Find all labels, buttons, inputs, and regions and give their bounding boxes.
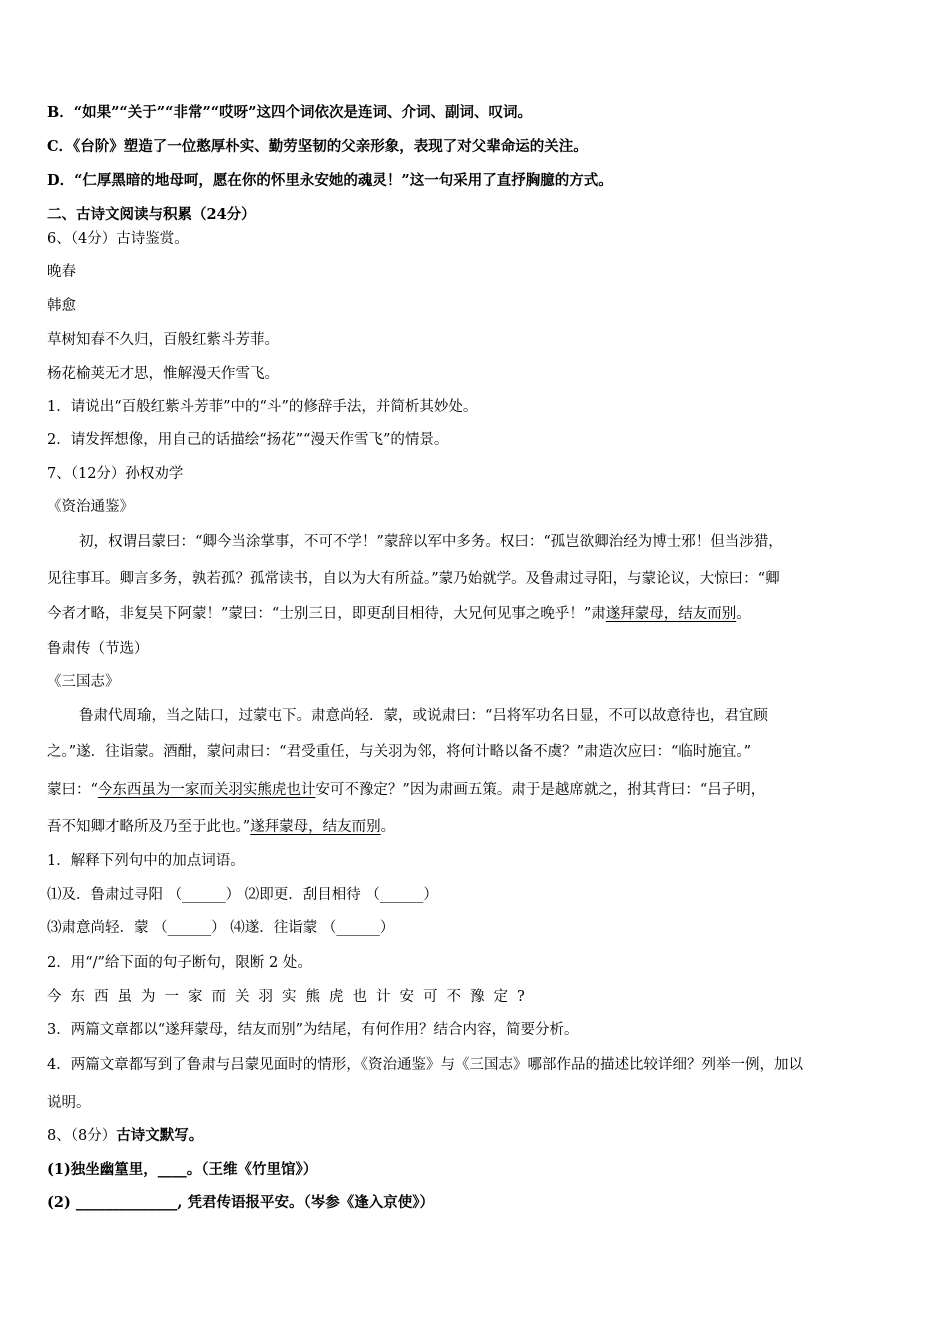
q7-sub-4-line-1: 4．两篇文章都写到了鲁肃与吕蒙见面时的情形，《资治通鉴》与《三国志》哪部作品的描述比较详细？列举一例，加以 [47,1057,803,1073]
q6-sub-2: 2．请发挥想像，用自己的话描绘“扬花”“漫天作雪飞”的情景。 [47,432,449,448]
q7-sub-2: 2．用“/”给下面的句子断句，限断 2 处。 [47,955,312,971]
q7-sub-1: 1．解释下列句中的加点词语。 [47,853,245,869]
option-d: D．“仁厚黑暗的地母呵，愿在你的怀里永安她的魂灵！”这一句采用了直抒胸臆的方式。 [47,172,613,189]
q7-sub-2-sentence: 今东西虽为一家而关羽实熊虎也计安可不豫定? [47,989,534,1005]
q8-header-number: 8、（8分） [47,1128,117,1144]
q8-line-2: (2) ______________, 凭君传语报平安。（岑参《逢入京使》） [47,1194,434,1211]
passage-2-line-3-rest: 安可不豫定？”因为肃画五策。肃于是越席就之，拊其背曰：“吕子明， [315,782,766,798]
underlined-sentence: 遂拜蒙母，结友而别 [605,606,737,622]
passage-1-line-3-end: 。 [736,606,751,622]
q7-sub-1-items-row-2: ⑶肃意尚轻．蒙 （______） ⑷遂．往诣蒙 （______） [47,920,395,936]
passage-2-line-3 [47,780,765,800]
underlined-sentence: 今东西虽为一家而关羽实熊虎也计 [97,782,316,798]
source-2: 《三国志》 [47,674,120,690]
passage-1-line-1: 初，权谓吕蒙曰：“卿今当涂掌事，不可不学！”蒙辞以军中多务。权曰：“孤岂欲卿治经为博士邪！但当涉猎， [79,534,783,550]
option-b: B．“如果”“关于”“非常”“哎呀”这四个词依次是连词、介词、副词、叹词。 [47,104,532,121]
passage-2-line-3-text: 蒙曰：“ [47,782,98,798]
q7-sub-3: 3．两篇文章都以“遂拜蒙母，结友而别”为结尾，有何作用？结合内容，简要分析。 [47,1022,579,1038]
q6-header: 6、（4分）古诗鉴赏。 [47,231,189,247]
passage-1-line-2: 见往事耳。卿言多务，孰若孤？孤常读书，自以为大有所益。”蒙乃始就学。及鲁肃过寻阳，与蒙论议，大惊曰：“卿 [47,571,780,587]
poem-line-2: 杨花榆荚无才思，惟解漫天作雪飞。 [47,366,279,382]
passage-2-title: 鲁肃传（节选） [47,641,149,657]
q7-header: 7、（12分）孙权劝学 [47,466,184,482]
passage-1-line-3 [47,604,751,624]
poem-title: 晚春 [47,264,76,280]
underlined-sentence: 遂拜蒙母，结友而别 [250,819,381,835]
passage-2-line-4-end: 。 [380,819,396,835]
passage-2-line-1: 鲁肃代周瑜，当之陆口，过蒙屯下。肃意尚轻．蒙，或说肃曰：“吕将军功名日显，不可以故意待也，君宜顾 [79,708,768,724]
passage-2-line-2: 之。”遂．往诣蒙。酒酣，蒙问肃曰：“君受重任，与关羽为邻，将何计略以备不虞？”肃造次应曰：“临时施宜。” [47,744,752,760]
q8-line-1: (1)独坐幽篁里，____。（王维《竹里馆》） [47,1161,318,1178]
source-1: 《资治通鉴》 [47,499,134,515]
q8-header-title: 古诗文默写。 [116,1127,204,1144]
q8-header [47,1126,203,1146]
poem-line-1: 草树知春不久归，百般红紫斗芳菲。 [47,332,279,348]
option-c: C．《台阶》塑造了一位憨厚朴实、勤劳坚韧的父亲形象，表现了对父辈命运的关注。 [47,138,588,155]
section-heading: 二、古诗文阅读与积累（24分） [47,206,256,223]
passage-2-line-4-text: 吾不知卿才略所及乃至于此也。” [47,819,251,835]
passage-1-line-3-text: 今者才略，非复吴下阿蒙！”蒙曰：“士别三日，即更刮目相待，大兄何见事之晚乎！”肃 [47,606,606,622]
passage-2-line-4 [47,817,395,837]
q6-sub-1: 1．请说出“百般红紫斗芳菲”中的“斗”的修辞手法，并简析其妙处。 [47,399,478,415]
q7-sub-4-line-2: 说明。 [47,1095,91,1111]
q7-sub-1-items-row-1: ⑴及．鲁肃过寻阳 （______） ⑵即更．刮目相待 （______） [47,887,438,903]
poem-author: 韩愈 [47,298,76,314]
